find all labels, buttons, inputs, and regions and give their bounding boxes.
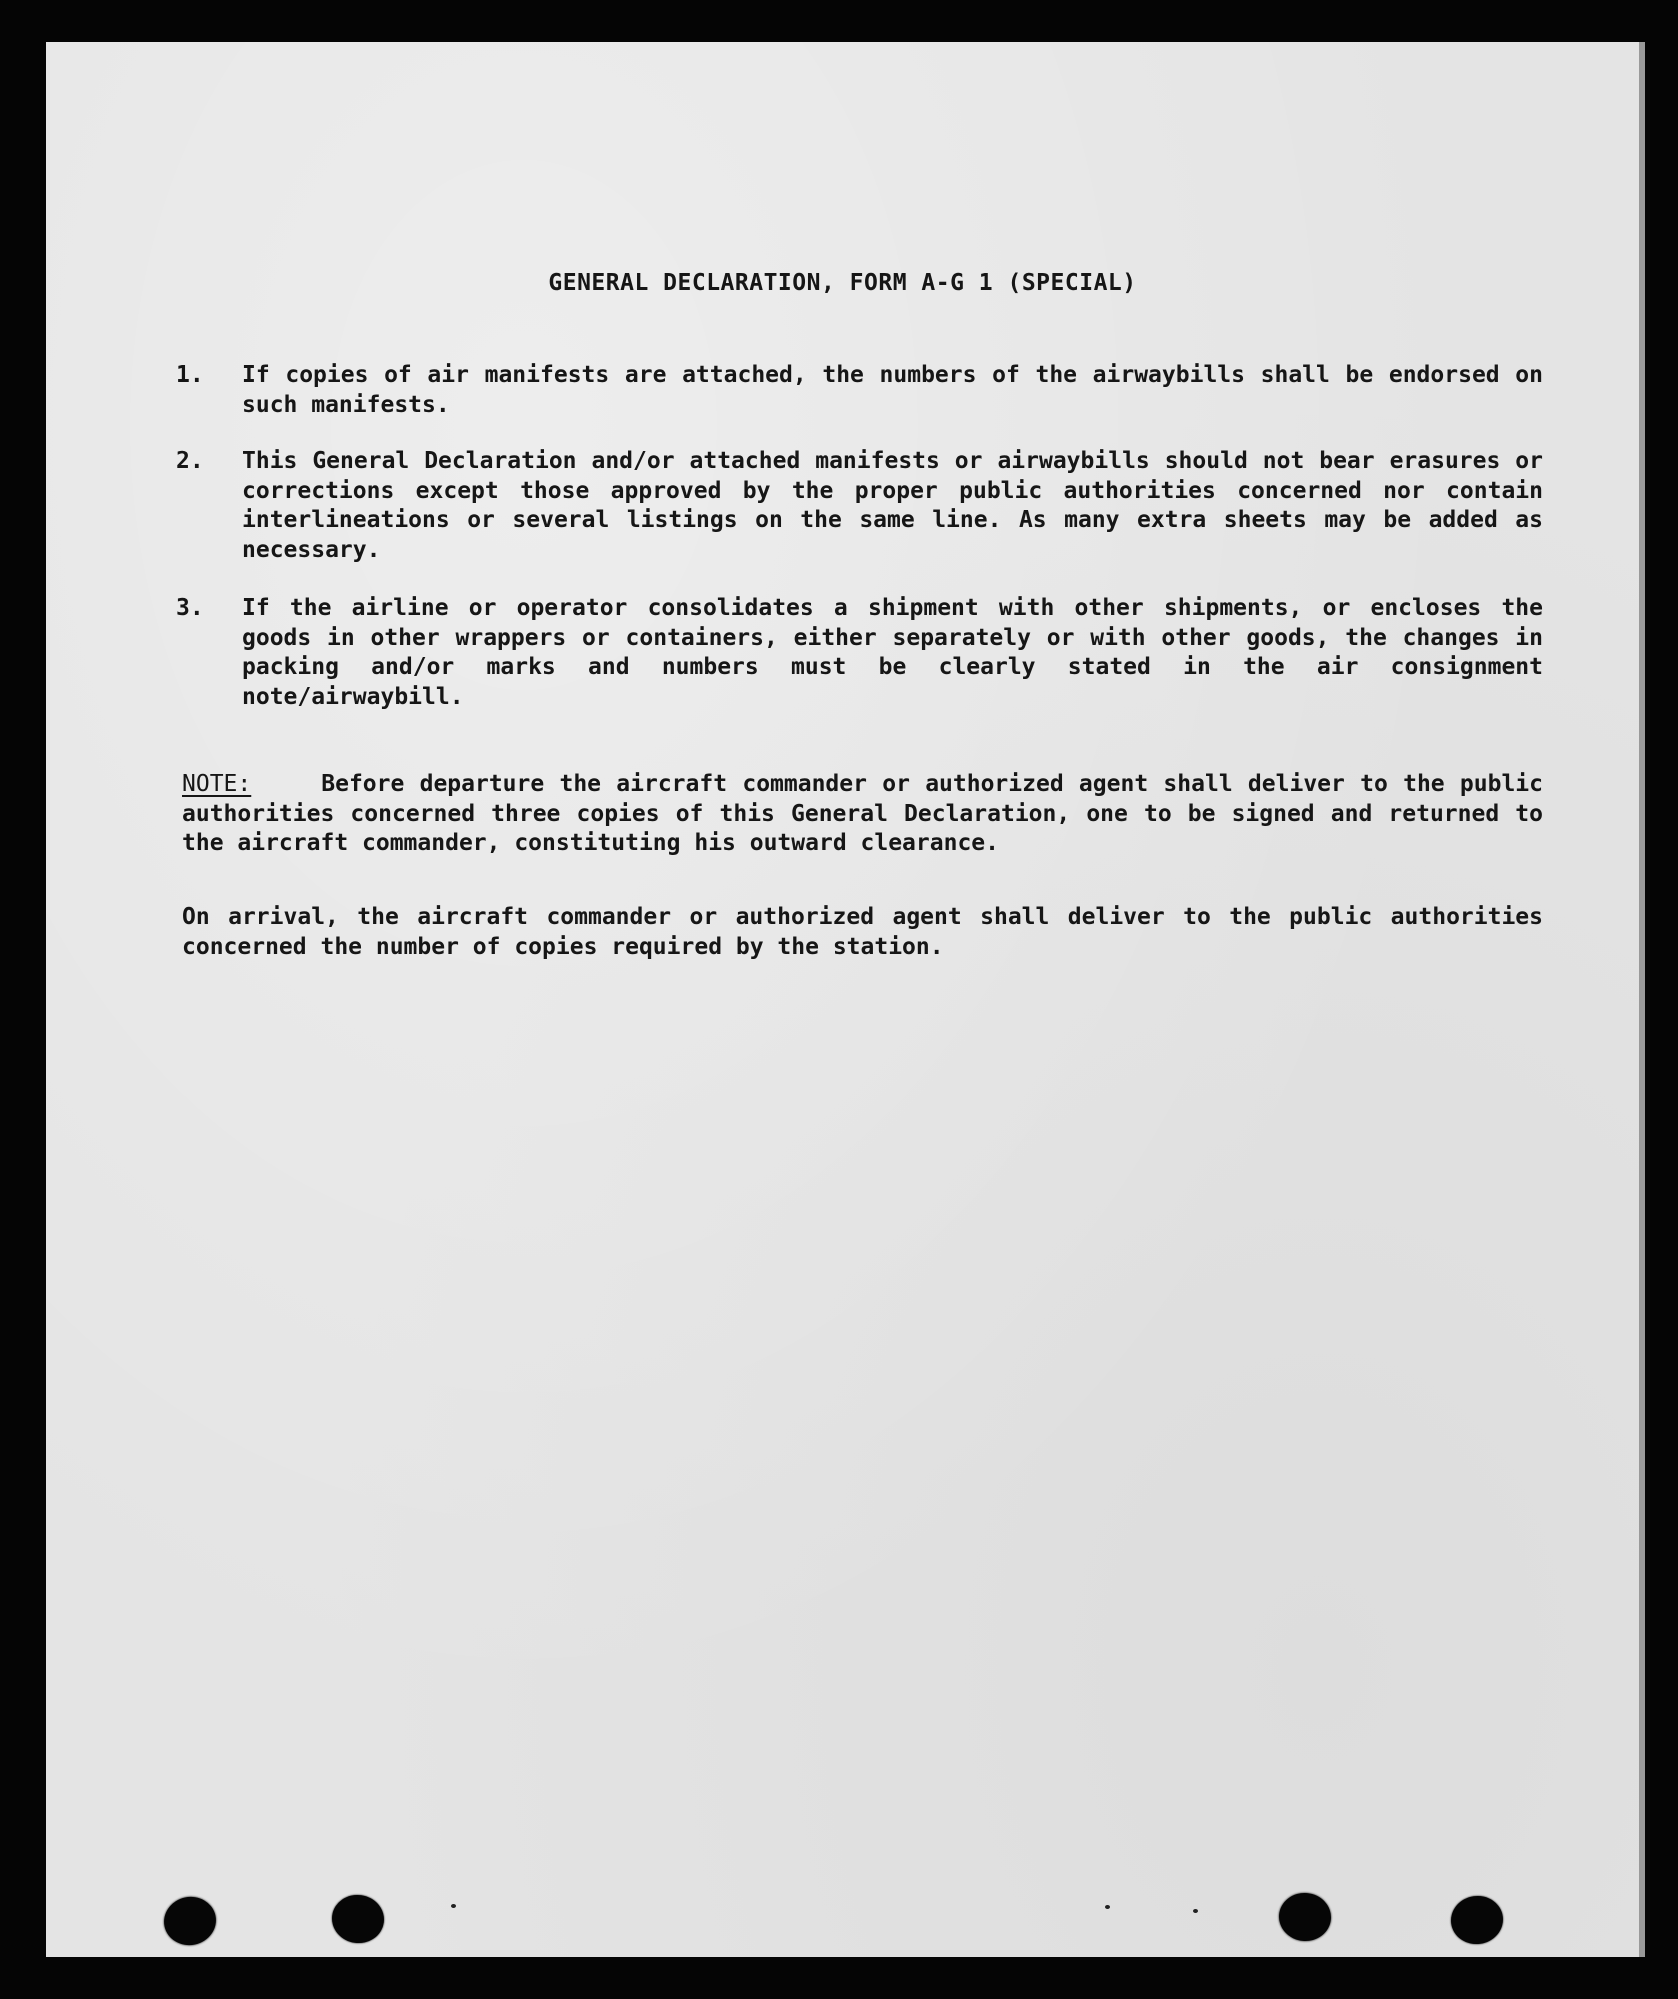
document-page — [46, 42, 1639, 1957]
note-paragraph — [182, 770, 1543, 859]
item-text: If copies of air manifests are attached, the numbers of the airwaybills shall be endorsed on such manifests. — [242, 362, 1543, 418]
item-number: 3. — [176, 595, 204, 621]
speck — [1105, 1905, 1110, 1909]
speck — [451, 1904, 456, 1908]
document-title: GENERAL DECLARATION, FORM A-G 1 (SPECIAL) — [548, 270, 1137, 296]
item-text: This General Declaration and/or attached manifests or airwaybills should not bear erasures or corrections except those approved by the proper public authorities concerned nor contain interlineations or several listings on the same line. As many extra sheets may be added as necessary. — [242, 448, 1543, 563]
item-text: If the airline or operator consolidates a shipment with other shipments, or encloses the goods in other wrappers or containers, either separately or with other goods, the changes in packing and/or marks and numbers must be clearly stated in the air consignment note/airwaybill. — [242, 595, 1543, 710]
arrival-paragraph: On arrival, the aircraft commander or authorized agent shall deliver to the public authorities concerned the number of copies required by the station. — [182, 904, 1543, 960]
punch-hole — [1277, 1891, 1333, 1943]
speck — [1193, 1909, 1198, 1913]
punch-hole — [160, 1892, 221, 1950]
item-number: 1. — [176, 362, 204, 388]
punch-hole — [329, 1892, 387, 1947]
note-text: Before departure the aircraft commander or authorized agent shall deliver to the public authorities concerned three copies of this General Declaration, one to be signed and returned to the aircraft commander, constituting his outward clearance. — [182, 771, 1543, 856]
punch-hole — [1448, 1893, 1506, 1948]
item-number: 2. — [176, 448, 204, 474]
note-label: NOTE: — [182, 771, 252, 797]
